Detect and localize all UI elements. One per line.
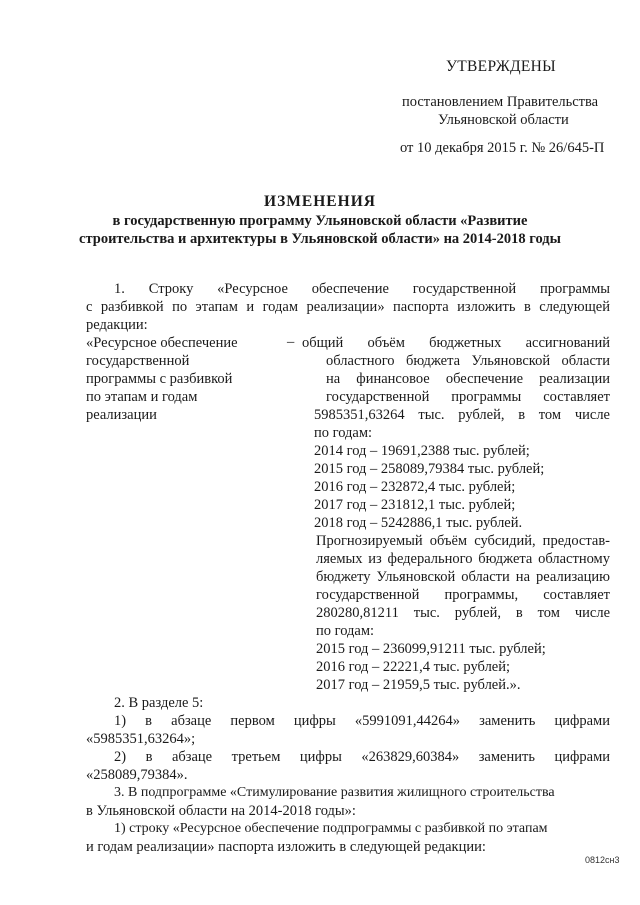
para1-line-2: с разбивкой по этапам и годам реализации» паспорта изложить в следующей [86,299,610,315]
right-cell-line: 2016 год – 232872,4 тыс. рублей; [314,479,516,495]
section2-heading: 2. В разделе 5: [114,695,204,711]
left-cell-line: государственной [86,353,190,369]
right-cell-line: 2017 год – 231812,1 тыс. рублей; [314,497,516,513]
section3-line-1: 3. В подпрограмме «Стимулирование развития жилищного строительства [114,785,555,800]
decree-line-3: от 10 декабря 2015 г. № 26/645-П [400,140,605,156]
right-cell-line: Прогнозируемый объём субсидий, предостав- [316,533,610,549]
right-cell-line: 5985351,63264 тыс. рублей, в том числе [314,407,610,423]
section3-line-3: 1) строку «Ресурсное обеспечение подпрограммы с разбивкой по этапам [114,821,548,836]
right-cell-line: общий объём бюджетных ассигнований [302,335,610,351]
table-left-column [86,334,286,424]
right-cell-line: на финансовое обеспечение реализации [326,371,610,387]
section3-line-2: в Ульяновской области на 2014-2018 годы»: [86,803,356,819]
right-cell-line: областного бюджета Ульяновской области [326,353,610,369]
left-cell-line: реализации [86,407,157,423]
document-subtitle-line-1: в государственную программу Ульяновской области «Развитие [112,213,528,229]
left-cell-line: по этапам и годам [86,389,198,405]
section3-line-4: и годам реализации» паспорта изложить в следующей редакции: [86,839,486,855]
right-cell-line: 2016 год – 22221,4 тыс. рублей; [316,659,511,675]
right-cell-line: ляемых из федерального бюджета областному [316,551,610,567]
section2-item1-line-1: 1) в абзаце первом цифры «5991091,44264» заменить цифрами [114,713,610,729]
right-cell-line: по годам: [314,425,373,441]
table-right-column [302,334,610,694]
decree-line-1: постановлением Правительства [402,94,599,110]
right-cell-line: по годам: [316,623,375,639]
right-cell-line: 2017 год – 21959,5 тыс. рублей.». [316,677,521,693]
right-cell-line: государственной программы составляет [326,389,610,405]
right-cell-line: 2018 год – 5242886,1 тыс. рублей. [314,515,523,531]
right-cell-line: бюджету Ульяновской области на реализацию [316,569,610,585]
section2-item2-line-2: «258089,79384». [86,767,188,783]
right-cell-line: 2014 год – 19691,2388 тыс. рублей; [314,443,530,459]
right-cell-line: 2015 год – 258089,79384 тыс. рублей; [314,461,545,477]
table-dash: – [287,334,295,350]
section2-item1-line-2: «5985351,63264»; [86,731,196,747]
para1-line-1: 1. Строку «Ресурсное обеспечение государственной программы [114,281,610,297]
document-subtitle-line-2: строительства и архитектуры в Ульяновской области» на 2014-2018 годы [79,231,561,247]
decree-line-2: Ульяновской области [438,112,569,128]
right-cell-line: государственной программы, составляет [316,587,610,603]
para1-line-3: редакции: [86,317,148,333]
approved-heading: УТВЕРЖДЕНЫ [446,58,556,75]
right-cell-line: 2015 год – 236099,91211 тыс. рублей; [316,641,546,657]
document-title: ИЗМЕНЕНИЯ [264,193,376,210]
right-cell-line: 280280,81211 тыс. рублей, в том числе [316,605,610,621]
footer-code: 0812сн3 [585,855,620,865]
left-cell-line: «Ресурсное обеспечение [86,335,238,351]
left-cell-line: программы с разбивкой [86,371,233,387]
section2-item2-line-1: 2) в абзаце третьем цифры «263829,60384» заменить цифрами [114,749,610,765]
